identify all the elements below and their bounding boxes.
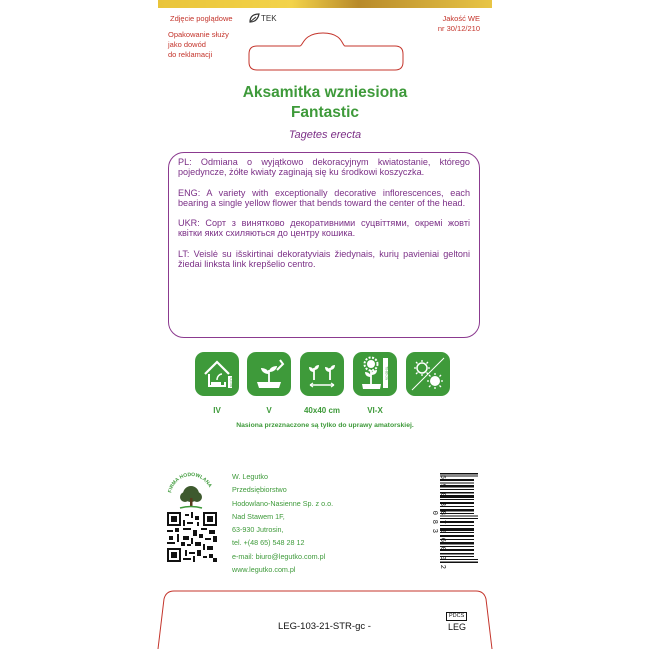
barcode [428, 470, 478, 570]
greenhouse-sowing-icon [195, 352, 239, 396]
sun-exposure-icon [406, 352, 450, 396]
package-note-3: do reklamacji [168, 50, 213, 59]
product-photo-strip [158, 0, 492, 8]
depth-text: 0,5 cm [229, 377, 233, 387]
tek-label: TEK [261, 13, 277, 23]
preview-label: Zdjęcie poglądowe [170, 14, 233, 23]
leaf-icon [248, 12, 260, 24]
company-logo [166, 470, 216, 512]
flowering-height-icon [353, 352, 397, 396]
description-ukr: UKR: Сорт з винятково декоративними суцвіттями, окремі жовті квітки яких схиляються до центру кошика. [178, 218, 470, 239]
logo-text: FIRMA HODOWLANA [167, 471, 213, 494]
company-web: www.legutko.com.pl [232, 565, 296, 575]
barcode-digits: 5 9 0 3 8 7 5 6 0 0 2 0 8 3 [430, 474, 446, 570]
description-pl: PL: Odmiana o wyjątkowo dekoracyjnym kwiatostanie, którego pojedyncze, żółte kwiaty zaginają się ku środkowi koszyczka. [178, 157, 470, 178]
company-name: W. Legutko [232, 472, 268, 481]
height-text: 70-80 cm [384, 366, 389, 380]
quality-label: Jakość WE [442, 14, 480, 23]
company-line2: Przedsiębiorstwo [232, 485, 287, 495]
latin-name: Tagetes erecta [288, 129, 362, 141]
leg-label: LEG [448, 622, 467, 632]
package-note-1: Opakowanie służy [168, 30, 229, 39]
planting-out-icon [247, 352, 291, 396]
icon-label-sowing: IV [213, 406, 221, 415]
icon-label-spacing: 40x40 cm [303, 406, 341, 415]
company-line4: Nad Stawem 1F, [232, 511, 285, 521]
icon-label-flowering: VI-X [367, 406, 383, 415]
product-code: LEG-103-21-STR-gc - [278, 621, 371, 632]
icon-label-planting: V [266, 406, 272, 415]
pdcs-badge: PDCS [446, 612, 467, 621]
product-name-line1: Aksamitka wzniesiona [242, 84, 408, 101]
description-eng: ENG: A variety with exceptionally decorative inflorescences, each bearing a single yellow flower that bends toward the center of the head. [178, 187, 470, 208]
qr-code [167, 512, 217, 562]
company-phone: tel. +(48 65) 548 28 12 [232, 538, 305, 548]
package-note-2: jako dowód [168, 40, 206, 49]
tek-logo [248, 12, 277, 24]
description-box [168, 152, 480, 338]
company-email: e-mail: biuro@legutko.com.pl [232, 551, 326, 561]
description-lt: LT: Veislė su išskirtinai dekoratyviais žiedynais, kurių pavieniai geltoni žiedai linksta link krepšelio centro. [178, 248, 470, 270]
spacing-icon [300, 352, 344, 396]
amateur-note: Nasiona przeznaczone są tylko do uprawy amatorskiej. [236, 422, 414, 429]
company-line3: Hodowlano-Nasienne Sp. z o.o. [232, 498, 334, 508]
quality-number: nr 30/12/210 [437, 24, 480, 33]
hang-tab-outline [245, 30, 410, 76]
company-address [232, 470, 333, 576]
company-line5: 63-930 Jutrosin, [232, 525, 284, 535]
product-name-line2: Fantastic [290, 104, 360, 121]
